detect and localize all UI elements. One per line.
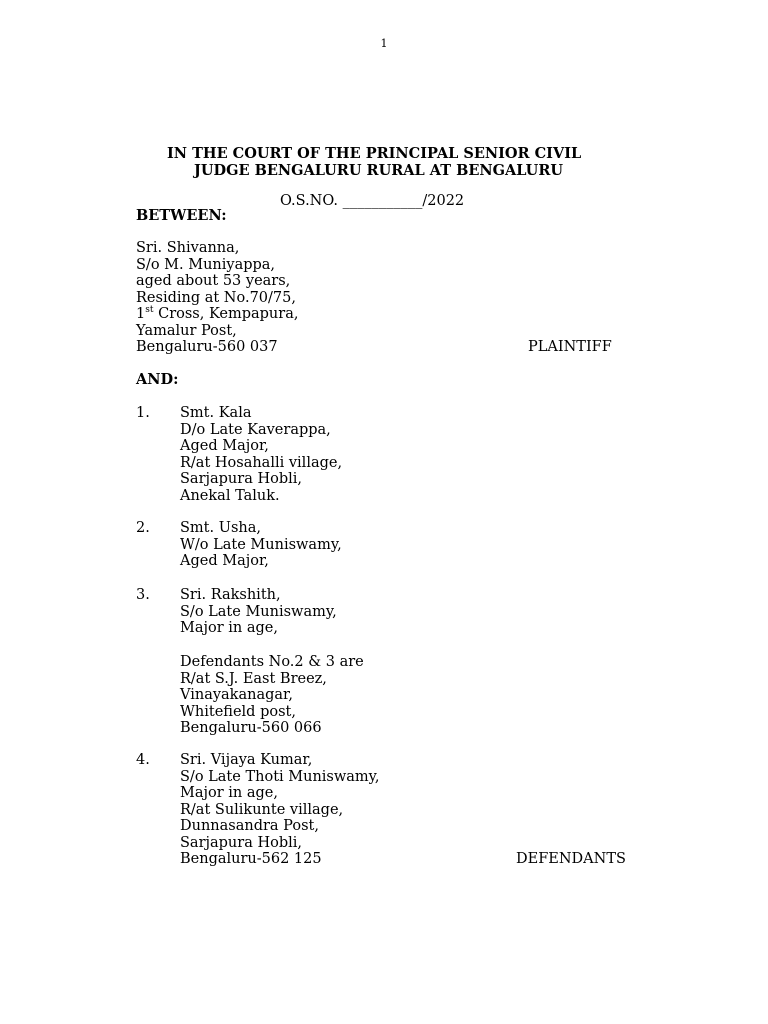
and-label: AND:: [136, 371, 179, 388]
defendant-3-line: S/o Late Muniswamy,: [180, 603, 337, 620]
defendant-4-line: Dunnasandra Post,: [180, 818, 319, 834]
defendant-2-details: [180, 520, 342, 570]
address-line: Defendants No.2 & 3 are: [180, 654, 364, 670]
plaintiff-address-1: Residing at No.70/75,: [136, 289, 296, 306]
plaintiff-address-3: Yamalur Post,: [136, 322, 237, 339]
between-label: BETWEEN:: [136, 207, 227, 224]
defendants-role: DEFENDANTS: [516, 851, 626, 867]
defendant-1-line: Anekal Taluk.: [180, 487, 280, 504]
defendant-3-details: [180, 587, 337, 637]
defendant-4-line: Sarjapura Hobli,: [180, 834, 302, 851]
defendant-1-line: Aged Major,: [180, 438, 269, 454]
address-line: R/at S.J. East Breez,: [180, 670, 327, 687]
defendant-4-line: Bengaluru-562 125: [180, 851, 322, 867]
court-title-line-1: IN THE COURT OF THE PRINCIPAL SENIOR CIVIL: [167, 145, 582, 162]
plaintiff-name: Sri. Shivanna,: [136, 240, 240, 256]
plaintiff-block: [136, 240, 298, 356]
defendant-4-line: R/at Sulikunte village,: [180, 801, 344, 818]
plaintiff-age: aged about 53 years,: [136, 273, 291, 289]
cross-ordinal: st: [145, 305, 154, 315]
defendant-1-line: Sarjapura Hobli,: [180, 471, 302, 487]
defendant-1-number: 1.: [136, 405, 150, 421]
defendant-1-details: [180, 405, 342, 504]
defendant-3-line: Major in age,: [180, 620, 278, 636]
defendant-2-number: 2.: [136, 520, 150, 536]
case-number: O.S.NO. ___________/2022: [280, 193, 465, 209]
defendant-2-line: Aged Major,: [180, 553, 269, 569]
address-line: Vinayakanagar,: [180, 687, 293, 703]
plaintiff-address-4: Bengaluru-560 037: [136, 339, 278, 355]
defendant-3-number: 3.: [136, 587, 150, 603]
defendant-1-line: D/o Late Kaverappa,: [180, 421, 331, 438]
address-line: Bengaluru-560 066: [180, 720, 322, 736]
defendant-4-number: 4.: [136, 752, 150, 768]
plaintiff-role: PLAINTIFF: [528, 339, 612, 355]
plaintiff-address-2: [136, 306, 298, 323]
page-number: 1: [380, 37, 388, 50]
court-title-line-2: JUDGE BENGALURU RURAL AT BENGALURU: [194, 162, 564, 179]
defendants-2-3-address: [180, 654, 364, 737]
defendant-2-line: Smt. Usha,: [180, 520, 261, 536]
plaintiff-relation: S/o M. Muniyappa,: [136, 256, 276, 273]
defendant-3-line: Sri. Rakshith,: [180, 587, 281, 603]
defendant-4-line: Sri. Vijaya Kumar,: [180, 752, 313, 768]
defendant-4-line: S/o Late Thoti Muniswamy,: [180, 768, 380, 785]
cross-name: Cross, Kempapura,: [153, 306, 299, 322]
cross-number: 1: [136, 306, 146, 322]
defendant-4-line: Major in age,: [180, 785, 278, 801]
defendant-1-line: R/at Hosahalli village,: [180, 454, 343, 471]
defendant-1-line: Smt. Kala: [180, 405, 252, 421]
defendant-2-line: W/o Late Muniswamy,: [180, 536, 342, 553]
address-line: Whitefield post,: [180, 703, 296, 720]
defendant-4-details: [180, 752, 380, 868]
